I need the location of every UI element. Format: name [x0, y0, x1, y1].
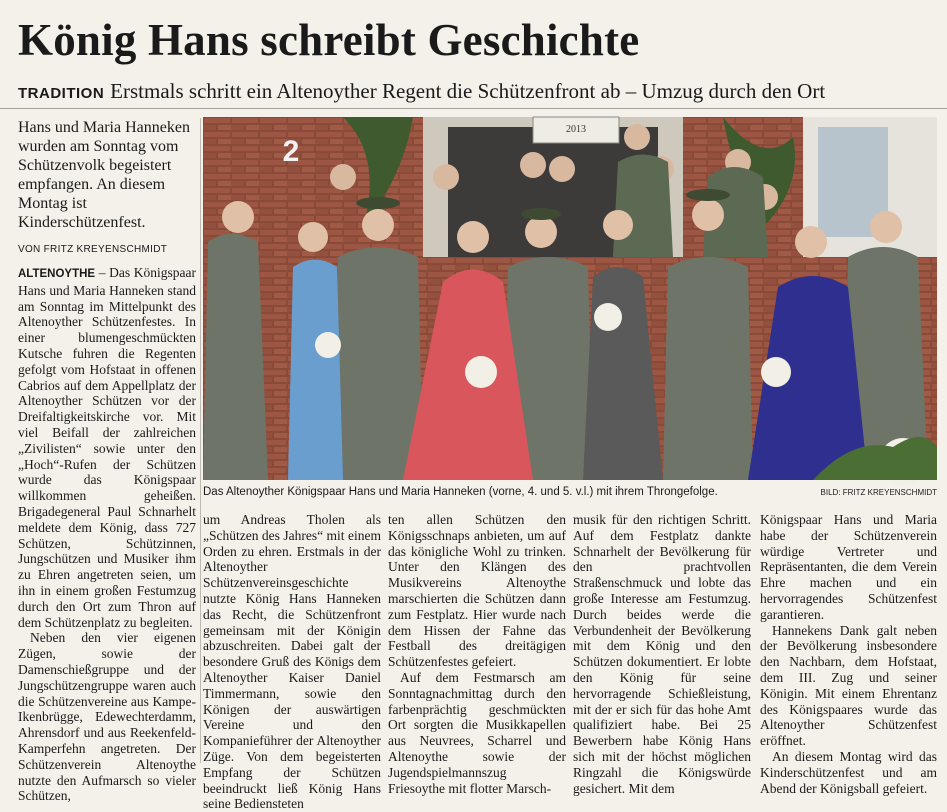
photo-caption: Das Altenoyther Königspaar Hans und Maria Hanneken (vorne, 4. und 5. v.l.) mit ihrem Throngefolge.	[203, 486, 718, 498]
article-column-2	[203, 512, 381, 812]
article-column-3	[388, 512, 566, 796]
paragraph	[18, 265, 196, 630]
subheadline-text: Erstmals schritt ein Altenoyther Regent die Schützenfront ab – Umzug durch den Ort	[110, 79, 826, 103]
photo-credit: BILD: FRITZ KREYENSCHMIDT	[820, 488, 937, 497]
door-number: 2	[282, 135, 300, 168]
paragraph: Auf dem Festmarsch am Sonntagnachmittag durch den farbenprächtig geschmückten Ort sorgten die Musikkapellen aus Neuvrees, Scharrel und Altenoythe sowie der Jugendspielmannszug Friesoythe mit flotter Marsch-	[388, 669, 566, 796]
paragraph: An diesem Montag wird das Kinderschützenfest und am Abend der Königsball gefeiert.	[760, 748, 937, 796]
column-rule	[200, 118, 201, 763]
photo	[203, 117, 937, 480]
kicker: TRADITION	[18, 85, 105, 102]
paragraph: um Andreas Tholen als „Schützen des Jahres“ mit einem Orden zu ehren. Erstmals in der Altenoyther Schützenvereinsgeschichte nutzte König Hans Hanneken das Recht, die Schützenfront gemeinsam mit der Königin abzuschreiten. Dabei galt der besondere Gruß des Königs dem Altenoyther Kaiser Daniel Timmermann, sowie den Königen der auswärtigen Vereine und den Kompanieführer der Altenoyther Züge. Von dem begeisterten Empfang der Schützen beeindruckt ließ König Hans seine Bediensteten	[203, 512, 381, 812]
paragraph: ten allen Schützen den Königsschnaps anbieten, um auf das königliche Wohl zu trinken. Unter den Klängen des Musikvereins Altenoythe marschierten die Schützen dann zum Festplatz. Hier wurde nach dem Hissen der Fahne das Festball des dreitägigen Schützenfestes gefeiert.	[388, 512, 566, 670]
article-column-4	[573, 512, 751, 796]
dateline: ALTENOYTHE	[18, 268, 96, 280]
paragraph: Hannekens Dank galt neben der Bevölkerung insbesondere den Nachbarn, dem Hofstaat, dem III. Zug und seiner Königin. Mit einem Ehrentanz des Königspaares wurde das Altenoyther Schützenfest eröffnet.	[760, 622, 937, 749]
header-rule	[0, 108, 947, 109]
paragraph-text: – Das Königspaar Hans und Maria Hanneken stand am Sonntag im Mittelpunkt des Altenoyther Schützenfestes. In einer blumengeschmückten Kutsche fuhren die Regenten gefolgt vom Hofstaat in offenen Cabrios auf dem Appellplatz der Altenoyther Schützen vor der Dreifaltigkeitskirche vor. Mit viel Beifall der zahlreichen „Zivilisten“ sowie unter den „Hoch“-Rufen der Schützen wurde das Königspaar willkommen geheißen. Brigadegeneral Paul Schnarhelt meldete dem König, dass 727 Schützen, Schützinnen, Jungschützen und Musiker ihm zu Ehren angetreten seien, um ihn in einem großen Festumzug durch den Ort zum Thron auf dem Schützenplatz zu begleiten.	[18, 265, 196, 630]
article-column-1	[18, 265, 196, 804]
headline: König Hans schreibt Geschichte	[18, 15, 640, 65]
paragraph: musik für den richtigen Schritt. Auf dem Festplatz dankte Schnarhelt der Bevölkerung für den prachtvollen Straßenschmuck und lobte das große Interesse am Festumzug. Durch beides werde die Verbundenheit der Bevölkerung mit dem König und den Schützen dokumentiert. Er lobte den König für seine hervorragende Schießleistung, mit der er sich für das hohe Amt qualifiziert habe. Bei 25 Bewerbern habe König Hans sich mit der höchst möglichen Ringzahl die Königswürde gesichert. Mit dem	[573, 512, 751, 796]
paragraph: Neben den vier eigenen Zügen, sowie der Damenschießgruppe und der Jungschützengruppe waren auch die Schützenvereine aus Kampe-Ikenbrügge, Edewechterdamm, Ahrensdorf und aus Reekenfeld-Kamperfehn angetreten. Der Schützenverein Altenoythe nutzte den Aufmarsch so vieler Schützen,	[18, 630, 196, 804]
group-photo-image	[203, 117, 937, 480]
byline: VON FRITZ KREYENSCHMIDT	[18, 244, 168, 255]
intro-text: Hans und Maria Hanneken wurden am Sonntag vom Schützenvolk begeistert empfangen. An diesem Montag ist Kinderschützenfest.	[18, 119, 190, 231]
banner-year: 2013	[566, 124, 586, 135]
subheadline	[18, 78, 825, 107]
article-column-5	[760, 512, 937, 796]
paragraph: Königspaar Hans und Maria habe der Schützenverein würdige Vertreter und Repräsentanten, die dem Verein Ehre machen und ein hervorragendes Schützenfest garantieren.	[760, 512, 937, 622]
